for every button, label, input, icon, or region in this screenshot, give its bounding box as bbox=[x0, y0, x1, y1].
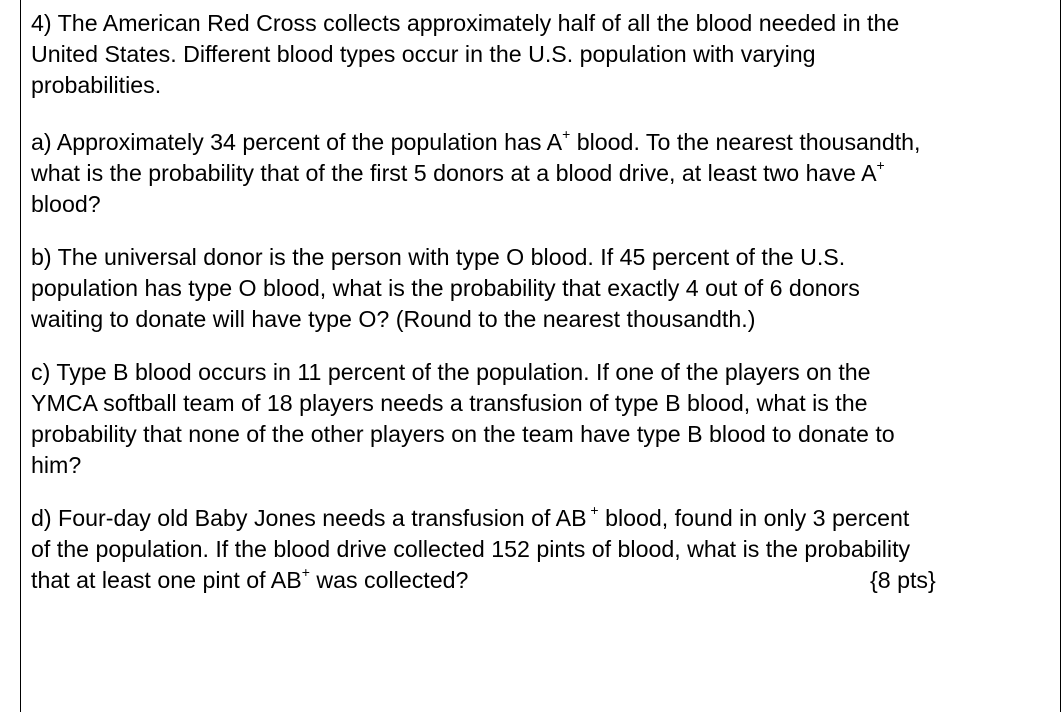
part-a-text-2: what is the probability that of the first 5 donors at a blood drive, at least two have A bbox=[31, 160, 877, 186]
part-a-text-1a: a) Approximately 34 percent of the population has A bbox=[31, 129, 563, 155]
part-d-text-3a: that at least one pint of AB bbox=[31, 567, 302, 593]
part-a-line-1 bbox=[31, 127, 1056, 158]
part-d-line-1 bbox=[31, 503, 1056, 534]
part-d-superscript-3: + bbox=[301, 564, 310, 581]
part-c-line-1: c) Type B blood occurs in 11 percent of the population. If one of the players on the bbox=[31, 359, 871, 385]
part-a-superscript-2: + bbox=[876, 157, 885, 174]
part-b bbox=[31, 242, 1056, 335]
part-a bbox=[31, 127, 1056, 220]
part-d-superscript-1: + bbox=[586, 502, 599, 519]
intro-line-3: probabilities. bbox=[31, 72, 162, 98]
part-d-text-1a: d) Four-day old Baby Jones needs a transfusion of AB bbox=[31, 505, 587, 531]
part-a-text-1b: blood. To the nearest thousandth, bbox=[570, 129, 921, 155]
part-d-text-1b: blood, found in only 3 percent bbox=[598, 505, 910, 531]
part-d-text-3b: was collected? bbox=[309, 567, 469, 593]
part-a-line-2 bbox=[31, 158, 1056, 189]
part-b-line-2: population has type O blood, what is the probability that exactly 4 out of 6 donors bbox=[31, 275, 860, 301]
part-a-line-3: blood? bbox=[31, 191, 101, 217]
part-c bbox=[31, 357, 1056, 481]
question-frame bbox=[20, 0, 1061, 712]
part-c-line-4: him? bbox=[31, 452, 82, 478]
part-a-superscript-1: + bbox=[562, 126, 571, 143]
intro-line-2: United States. Different blood types occur in the U.S. population with varying bbox=[31, 41, 816, 67]
problem-intro bbox=[31, 8, 1056, 101]
part-d-line-2: of the population. If the blood drive collected 152 pints of blood, what is the probability bbox=[31, 536, 911, 562]
part-b-line-3: waiting to donate will have type O? (Round to the nearest thousandth.) bbox=[31, 306, 756, 332]
part-b-line-1: b) The universal donor is the person with type O blood. If 45 percent of the U.S. bbox=[31, 244, 846, 270]
intro-line-1: 4) The American Red Cross collects approximately half of all the blood needed in the bbox=[31, 10, 900, 36]
part-c-line-3: probability that none of the other players on the team have type B blood to donate to bbox=[31, 421, 895, 447]
points-label: {8 pts} bbox=[870, 567, 936, 593]
part-c-line-2: YMCA softball team of 18 players needs a transfusion of type B blood, what is the bbox=[31, 390, 868, 416]
